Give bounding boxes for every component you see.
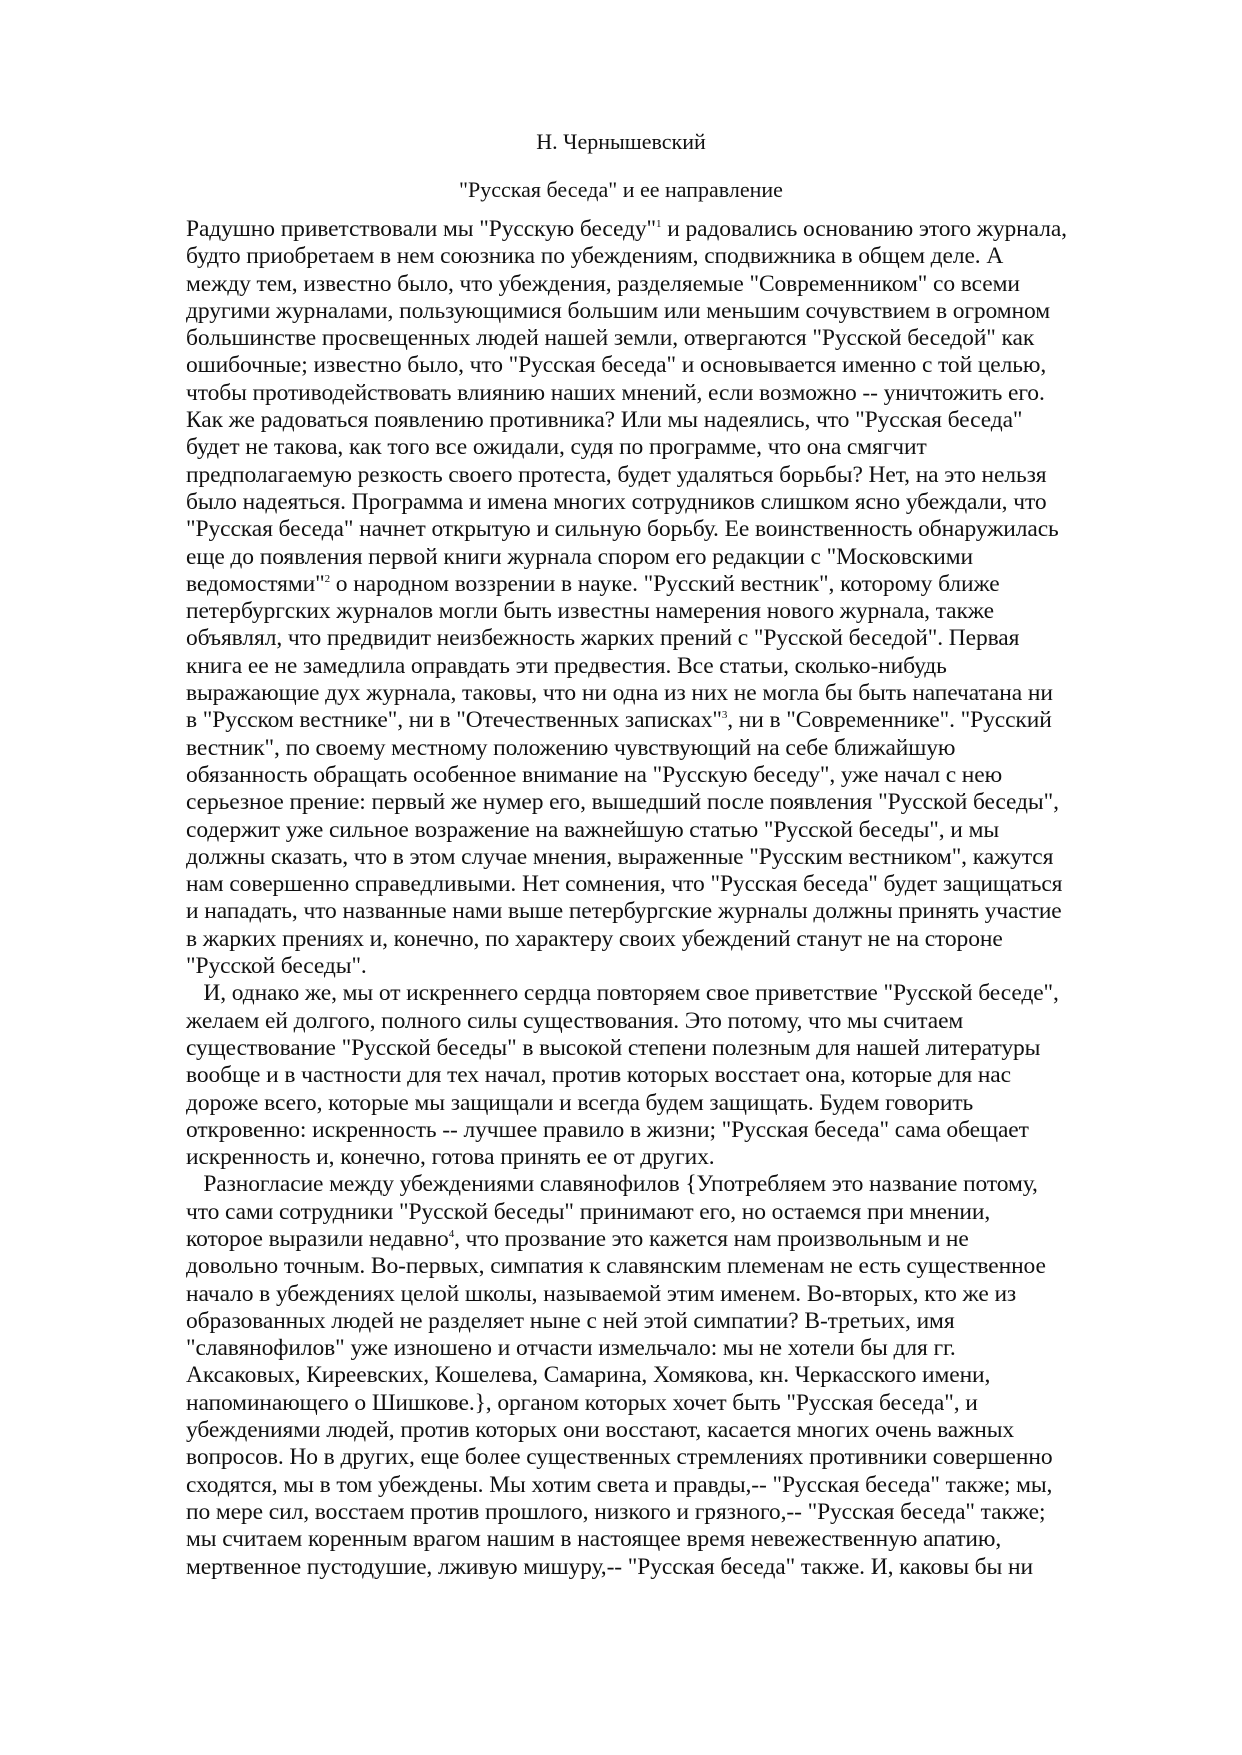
line-text: объявлял, что предвидит неизбежность жарких прений с "Русской беседой". Первая <box>186 625 1020 652</box>
line-text: откровенно: искренность -- лучшее правило в жизни; "Русская беседа" сама обещает <box>186 1116 1029 1143</box>
text-line <box>186 243 1146 270</box>
text-line <box>186 953 1146 980</box>
line-text: и радовались основанию этого журнала, <box>661 216 1067 242</box>
article-body <box>186 216 1146 1581</box>
text-line <box>186 1090 1146 1117</box>
line-text: мы считаем коренным врагом нашим в настоящее время невежественную апатию, <box>186 1526 1002 1553</box>
line-text: Радушно приветствовали мы "Русскую беседу" <box>186 216 657 242</box>
text-line <box>186 1035 1146 1062</box>
footnote-marker: 4 <box>448 1227 455 1240</box>
line-text: вестник", по своему местному положению чувствующий на себе ближайшую <box>186 734 956 761</box>
text-line <box>186 1117 1146 1144</box>
text-line <box>186 1226 1146 1253</box>
text-line <box>186 680 1146 707</box>
text-line <box>186 1444 1146 1471</box>
line-text: сходятся, мы в том убеждены. Мы хотим света и правды,-- "Русская беседа" также; мы, <box>186 1471 1053 1498</box>
line-text: дороже всего, которые мы защищали и всегда будем защищать. Будем говорить <box>186 1089 974 1116</box>
text-line <box>186 1008 1146 1035</box>
text-line <box>186 1390 1146 1417</box>
line-text: еще до появления первой книги журнала спором его редакции с "Московскими <box>186 543 973 570</box>
line-text: "славянофилов" уже изношено и отчасти измельчало: мы не хотели бы для гг. <box>186 1335 956 1362</box>
line-text: предполагаемую резкость своего протеста, будет удаляться борьбы? Нет, на это нельзя <box>186 461 1047 488</box>
text-line <box>186 489 1146 516</box>
line-text: мертвенное пустодушие, лживую мишуру,-- "Русская беседа" также. И, каковы бы ни <box>186 1553 1033 1580</box>
line-text: довольно точным. Во-первых, симпатия к славянским племенам не есть существенное <box>186 1253 1046 1280</box>
line-text: "Русской беседы". <box>186 953 367 980</box>
text-line <box>186 380 1146 407</box>
text-line <box>186 1526 1146 1553</box>
text-line <box>186 1062 1146 1089</box>
author-name: Н. Чернышевский <box>536 129 706 154</box>
line-text: обязанность обращать особенное внимание на "Русскую беседу", уже начал с нею <box>186 761 1003 788</box>
text-line <box>186 1281 1146 1308</box>
text-line <box>186 407 1146 434</box>
text-line <box>186 926 1146 953</box>
line-text: нам совершенно справедливыми. Нет сомнения, что "Русская беседа" будет защищаться <box>186 871 1063 898</box>
text-line <box>186 1199 1146 1226</box>
text-line <box>186 898 1146 925</box>
text-line <box>186 817 1146 844</box>
line-text: напоминающего о Шишкове.}, органом которых хочет быть "Русская беседа", и <box>186 1389 978 1416</box>
footnote-marker: 3 <box>721 709 728 722</box>
text-line <box>186 216 1146 243</box>
line-text: образованных людей не разделяет ныне с ней этой симпатии? В-третьих, имя <box>186 1307 955 1334</box>
line-text: начало в убеждениях целой школы, называемой этим именем. Во-вторых, кто же из <box>186 1280 1017 1307</box>
text-line <box>186 1417 1146 1444</box>
line-text: по мере сил, восстаем против прошлого, низкого и грязного,-- "Русская беседа" также; <box>186 1498 1046 1525</box>
line-text: которое выразили недавно <box>186 1225 449 1252</box>
text-line <box>186 516 1146 543</box>
line-text: между тем, известно было, что убеждения, разделяемые "Современником" со всеми <box>186 270 1020 297</box>
text-line <box>186 1253 1146 1280</box>
text-line <box>186 1144 1146 1171</box>
line-text: в жарких прениях и, конечно, по характеру своих убеждений станут не на стороне <box>186 925 1003 952</box>
text-line <box>186 1499 1146 1526</box>
line-text: серьезное прение: первый же нумер его, вышедший после появления "Русской беседы", <box>186 789 1059 816</box>
line-text: о народном воззрении в науке. "Русский вестник", которому ближе <box>330 570 1000 597</box>
line-text: вообще и в частности для тех начал, против которых восстает она, которые для нас <box>186 1062 1011 1089</box>
line-text: выражающие дух журнала, таковы, что ни одна из них не могла бы быть напечатана ни <box>186 680 1053 707</box>
line-text: желаем ей долгого, полного силы существования. Это потому, что мы считаем <box>186 1007 964 1034</box>
text-line <box>186 298 1146 325</box>
line-text: было надеяться. Программа и имена многих сотрудников слишком ясно убеждали, что <box>186 488 1047 515</box>
text-line <box>186 762 1146 789</box>
line-text: ведомостями" <box>186 570 325 597</box>
text-line <box>186 707 1146 734</box>
line-text: что сами сотрудники "Русской беседы" принимают его, но остаемся при мнении, <box>186 1198 991 1225</box>
line-text: вопросов. Но в других, еще более существенных стремлениях противники совершенно <box>186 1444 1053 1471</box>
line-text: большинстве просвещенных людей нашей земли, отвергаются "Русской беседой" как <box>186 325 1035 352</box>
line-text: и нападать, что названные нами выше петербургские журналы должны принять участие <box>186 898 1062 925</box>
line-text: "Русская беседа" начнет открытую и сильную борьбу. Ее воинственность обнаружилась <box>186 516 1059 543</box>
footnote-marker: 1 <box>656 218 662 230</box>
text-line <box>186 871 1146 898</box>
text-line <box>186 625 1146 652</box>
text-line <box>186 844 1146 871</box>
line-text: содержит уже сильное возражение на важнейшую статью "Русской беседы", и мы <box>186 816 1000 843</box>
line-text: петербургских журналов могли быть известны намерения нового журнала, также <box>186 598 994 625</box>
text-line <box>186 271 1146 298</box>
text-line <box>186 1362 1146 1389</box>
text-line <box>186 980 1146 1007</box>
line-text: Разногласие между убеждениями славянофилов {Употребляем это название потому, <box>186 1171 1038 1198</box>
line-text: ошибочные; известно было, что "Русская беседа" и основывается именно с той целью, <box>186 352 1047 379</box>
text-line <box>186 789 1146 816</box>
line-text: в "Русском вестнике", ни в "Отечественных записках" <box>186 707 722 734</box>
text-line <box>186 1308 1146 1335</box>
text-line <box>186 1554 1146 1581</box>
line-text: искренность и, конечно, готова принять ее от других. <box>186 1144 715 1171</box>
line-text: должны сказать, что в этом случае мнения, выраженные "Русским вестником", кажутся <box>186 843 1054 870</box>
text-line <box>186 735 1146 762</box>
line-text: книга ее не замедлила оправдать эти предвестия. Все статьи, сколько-нибудь <box>186 652 947 679</box>
text-line <box>186 462 1146 489</box>
text-line <box>186 571 1146 598</box>
text-line <box>186 325 1146 352</box>
footnote-marker: 2 <box>324 572 330 585</box>
text-line <box>186 1335 1146 1362</box>
text-line <box>186 598 1146 625</box>
article-title: "Русская беседа" и ее направление <box>459 177 783 202</box>
line-text: чтобы противодействовать влиянию наших мнений, если возможно -- уничтожить его. <box>186 379 1045 406</box>
line-text: будто приобретаем в нем союзника по убеждениям, сподвижника в общем деле. А <box>186 243 1004 270</box>
line-text: И, однако же, мы от искреннего сердца повторяем свое приветствие "Русской беседе", <box>186 980 1059 1007</box>
text-line <box>186 1472 1146 1499</box>
line-text: другими журналами, пользующимися большим или меньшим сочувствием в огромном <box>186 297 1050 324</box>
text-line <box>186 434 1146 461</box>
line-text: Как же радоваться появлению противника? Или мы надеялись, что "Русская беседа" <box>186 407 1023 434</box>
line-text: убеждениями людей, против которых они восстают, касается многих очень важных <box>186 1417 1015 1444</box>
text-line <box>186 352 1146 379</box>
text-line <box>186 653 1146 680</box>
line-text: , что прозвание это кажется нам произвольным и не <box>454 1225 969 1252</box>
line-text: существование "Русской беседы" в высокой степени полезным для нашей литературы <box>186 1034 1041 1061</box>
line-text: Аксаковых, Киреевских, Кошелева, Самарина, Хомякова, кн. Черкасского имени, <box>186 1362 991 1389</box>
text-line <box>186 1171 1146 1198</box>
text-line <box>186 544 1146 571</box>
line-text: будет не такова, как того все ожидали, судя по программе, что она смягчит <box>186 434 927 461</box>
line-text: , ни в "Современнике". "Русский <box>727 707 1052 734</box>
